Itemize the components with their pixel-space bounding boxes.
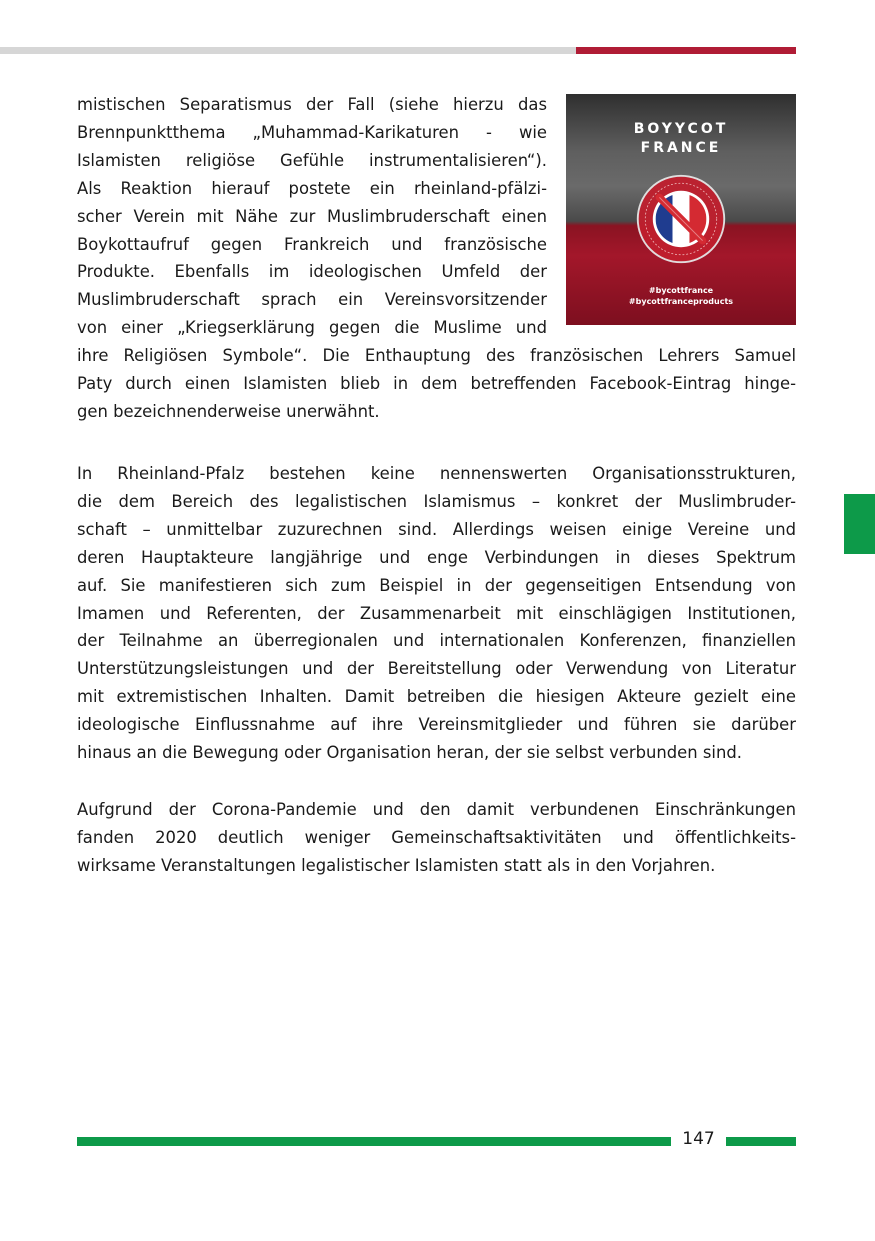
text-line: mit extremistischen Inhalten. Damit betreiben die hiesigen Akteure gezielt eine bbox=[77, 687, 796, 707]
text-line: Imamen und Referenten, der Zusammenarbeit mit einschlägigen Institutionen, bbox=[77, 603, 796, 623]
text-line: Islamisten religiöse Gefühle instrumentalisieren“). bbox=[77, 150, 547, 170]
text-line: Aufgrund der Corona-Pandemie und den damit verbundenen Einschränkungen bbox=[77, 800, 796, 819]
text-line: Produkte. Ebenfalls im ideologischen Umfeld der bbox=[77, 262, 547, 282]
text-line: Unterstützungsleistungen und der Bereitstellung oder Verwendung von Literatur bbox=[77, 659, 796, 679]
text-line: hinaus an die Bewegung oder Organisation heran, der sie selbst verbunden sind. bbox=[77, 743, 742, 763]
text-line: die dem Bereich des legalistischen Islamismus – konkret der Muslimbruder- bbox=[77, 491, 796, 511]
text-line: wirksame Veranstaltungen legalistischer Islamisten statt als in den Vorjahren. bbox=[77, 855, 716, 875]
text-line: ideologische Einflussnahme auf ihre Vereinsmitglieder und führen sie darüber bbox=[77, 715, 796, 735]
text-line: Muslimbruderschaft sprach ein Vereinsvorsitzender bbox=[77, 290, 547, 310]
footer-rule-right bbox=[726, 1137, 796, 1146]
header-rule-gray bbox=[0, 47, 576, 54]
hashtag-1: #bycottfrance bbox=[648, 286, 714, 295]
header-rule-red bbox=[576, 47, 796, 54]
text-line: ihre Religiösen Symbole“. Die Enthauptung des französischen Lehrers Samuel bbox=[77, 346, 796, 366]
text-line: von einer „Kriegserklärung gegen die Muslime und bbox=[77, 318, 547, 338]
page-number: 147 bbox=[682, 1129, 715, 1149]
text-line: auf. Sie manifestieren sich zum Beispiel in der gegenseitigen Entsendung von bbox=[77, 575, 796, 595]
paragraph-1-wrapped bbox=[77, 91, 547, 342]
text-line: Als Reaktion hierauf postete ein rheinland-pfälzi- bbox=[77, 178, 547, 198]
text-line: Brennpunktthema „Muhammad-Karikaturen - wie bbox=[77, 122, 547, 142]
text-line: der Teilnahme an überregionalen und internationalen Konferenzen, finanziellen bbox=[77, 631, 796, 651]
hashtag-2: #bycottfranceproducts bbox=[628, 297, 734, 306]
text-line: fanden 2020 deutlich weniger Gemeinschaftsaktivitäten und öffentlichkeits- bbox=[77, 827, 796, 847]
text-line: mistischen Separatismus der Fall (siehe hierzu das bbox=[77, 95, 547, 114]
text-line: Paty durch einen Islamisten blieb in dem betreffenden Facebook-Eintrag hinge- bbox=[77, 374, 796, 394]
text-line: Boykottaufruf gegen Frankreich und französische bbox=[77, 234, 547, 254]
paragraph-3 bbox=[77, 796, 796, 880]
paragraph-1 bbox=[77, 91, 796, 426]
text-line: deren Hauptakteure langjährige und enge Verbindungen in dieses Spektrum bbox=[77, 547, 796, 567]
text-line: In Rheinland-Pfalz bestehen keine nennenswerten Organisationsstrukturen, bbox=[77, 464, 796, 483]
text-line: schaft – unmittelbar zuzurechnen sind. Allerdings weisen einige Vereine und bbox=[77, 519, 796, 539]
footer-rule-left bbox=[77, 1137, 671, 1146]
chapter-side-tab bbox=[844, 494, 875, 554]
text-line: scher Verein mit Nähe zur Muslimbruderschaft einen bbox=[77, 206, 547, 226]
paragraph-2 bbox=[77, 460, 796, 767]
image-title-line-1: BOYYCOT bbox=[633, 121, 729, 137]
text-line: gen bezeichnenderweise unerwähnt. bbox=[77, 401, 380, 421]
image-title-line-2: FRANCE bbox=[640, 140, 722, 156]
